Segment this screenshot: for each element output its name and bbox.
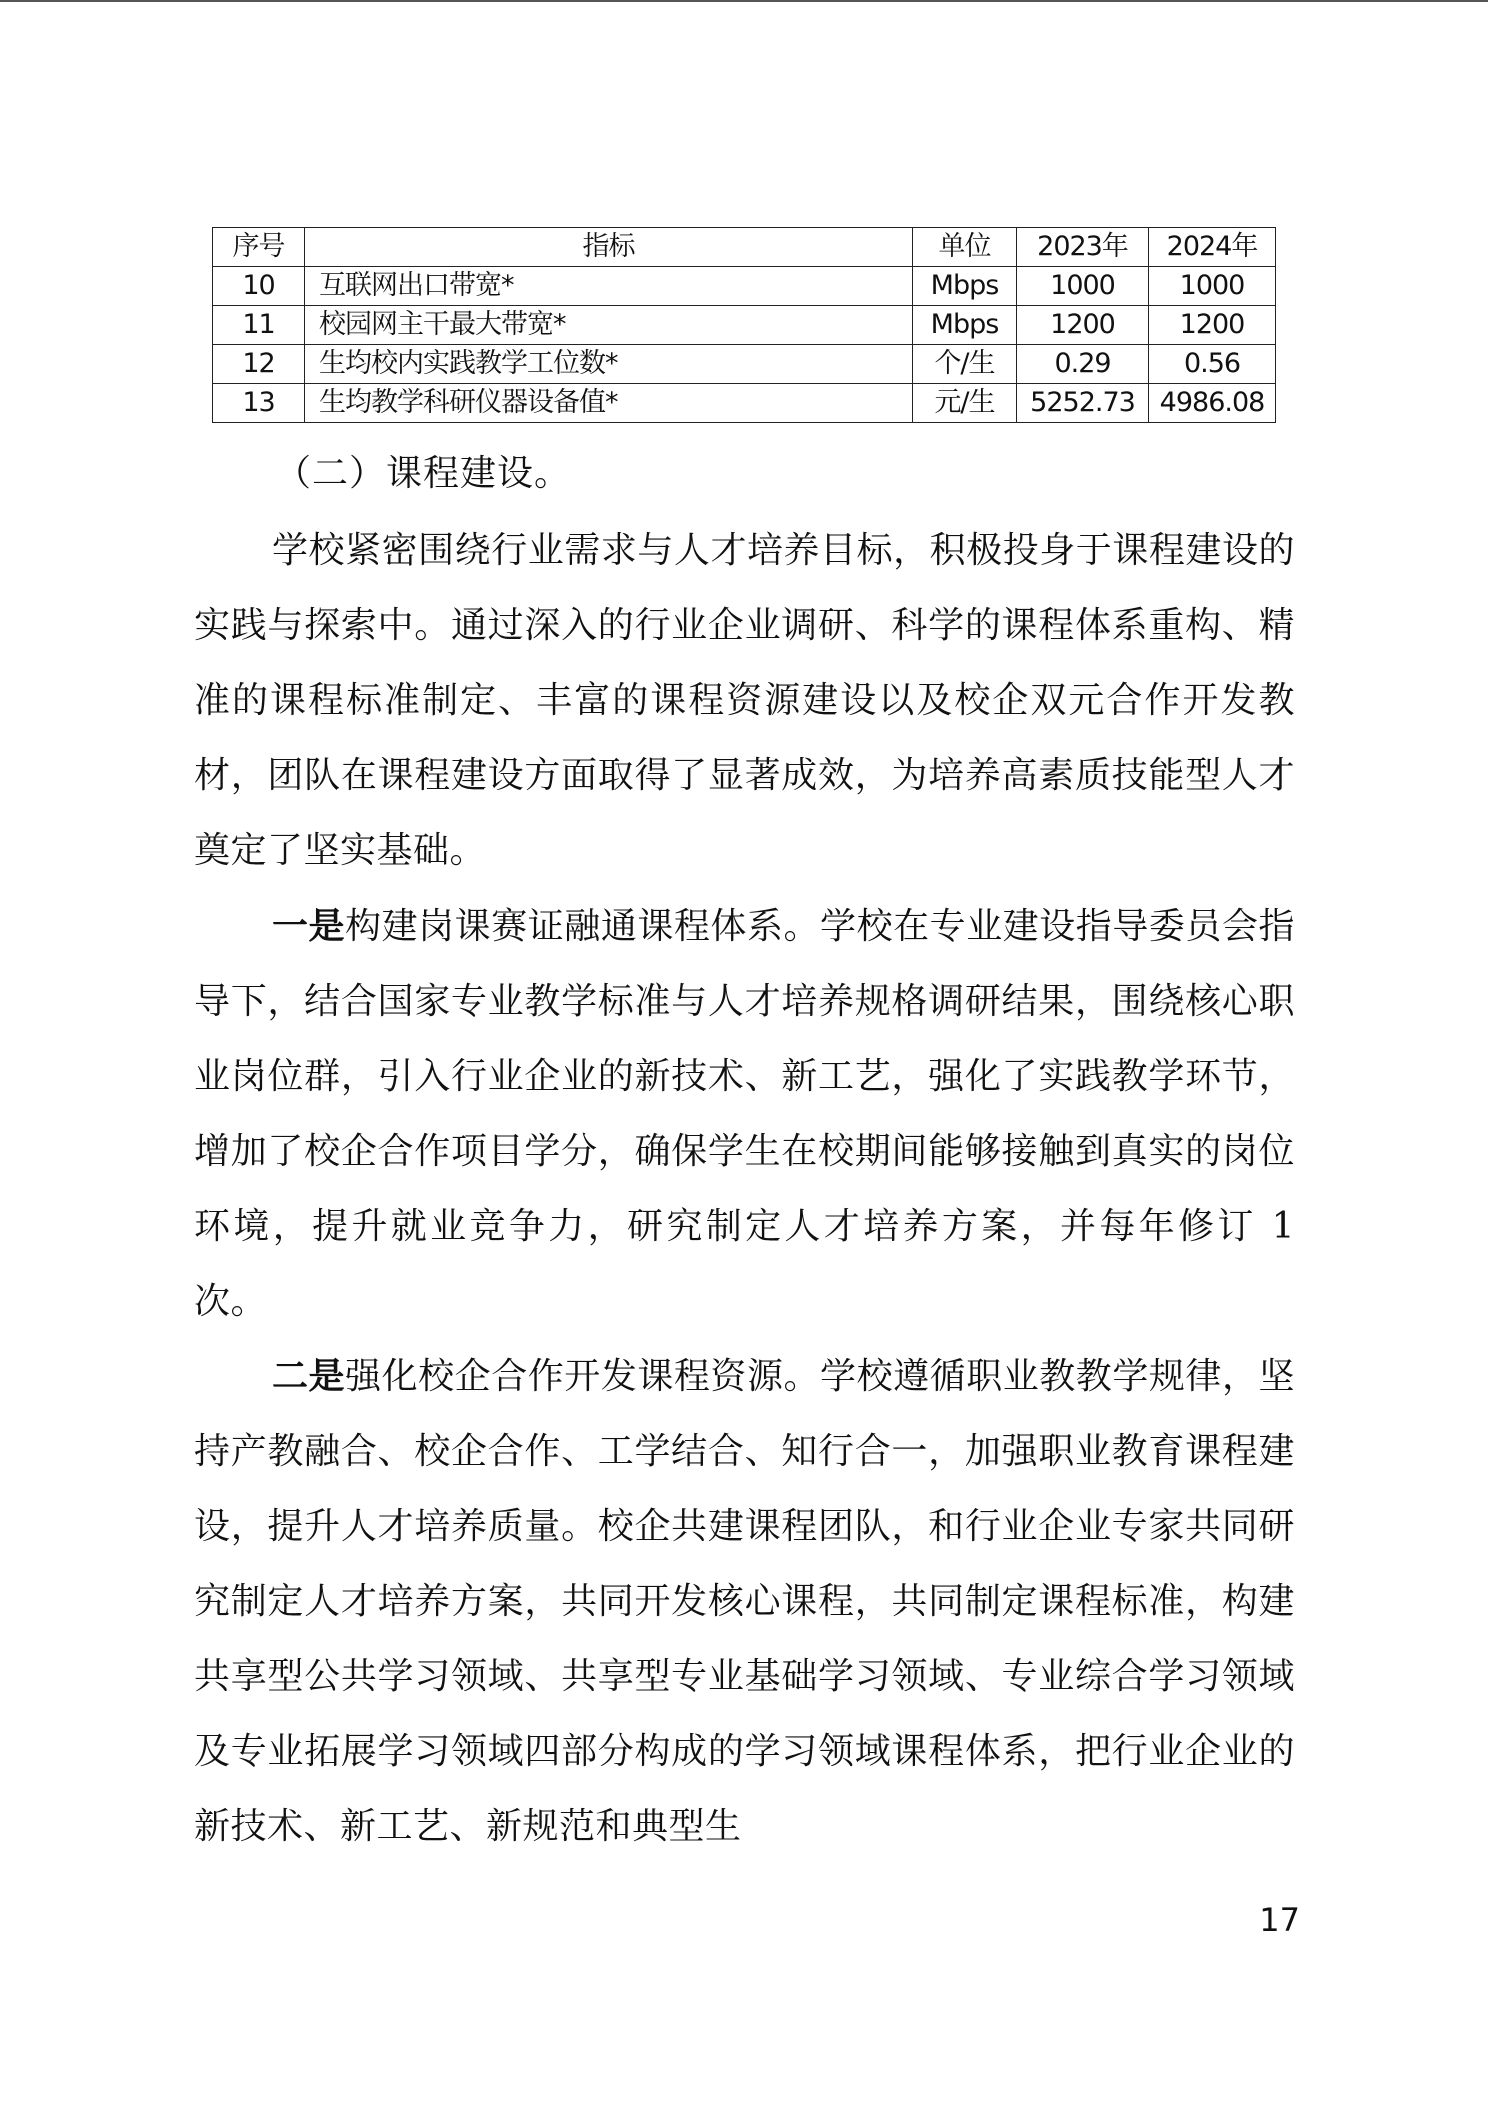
cell-value-2024: 1200 xyxy=(1149,306,1276,345)
cell-unit: 元/生 xyxy=(913,384,1017,423)
indicator-table xyxy=(212,227,1276,423)
table-row xyxy=(213,345,1276,384)
cell-indicator: 生均校内实践教学工位数* xyxy=(305,345,913,384)
cell-value-2023: 1000 xyxy=(1017,267,1149,306)
cell-value-2024: 4986.08 xyxy=(1149,384,1276,423)
cell-serial-number: 10 xyxy=(213,267,305,306)
cell-value-2023: 0.29 xyxy=(1017,345,1149,384)
paragraph-lead: 一是 xyxy=(272,906,346,947)
cell-value-2023: 1200 xyxy=(1017,306,1149,345)
header-unit: 单位 xyxy=(913,228,1017,267)
body-paragraph xyxy=(194,1339,1295,1864)
header-year-2023: 2023年 xyxy=(1017,228,1149,267)
cell-serial-number: 13 xyxy=(213,384,305,423)
table-row xyxy=(213,306,1276,345)
cell-unit: Mbps xyxy=(913,306,1017,345)
cell-serial-number: 11 xyxy=(213,306,305,345)
section-heading: （二）课程建设。 xyxy=(275,453,572,494)
header-year-2024: 2024年 xyxy=(1149,228,1276,267)
paragraph-text: 强化校企合作开发课程资源。学校遵循职业教教学规律，坚持产教融合、校企合作、工学结合、知行合一，加强职业教育课程建设，提升人才培养质量。校企共建课程团队，和行业企业专家共同研究制定人才培养方案，共同开发核心课程，共同制定课程标准，构建共享型公共学习领域、共享型专业基础学习领域、专业综合学习领域及专业拓展学习领域四部分构成的学习领域课程体系，把行业企业的新技术、新工艺、新规范和典型生 xyxy=(194,1356,1295,1847)
table-row xyxy=(213,267,1276,306)
cell-value-2024: 1000 xyxy=(1149,267,1276,306)
cell-unit: Mbps xyxy=(913,267,1017,306)
cell-indicator: 生均教学科研仪器设备值* xyxy=(305,384,913,423)
paragraph-text: 构建岗课赛证融通课程体系。学校在专业建设指导委员会指导下，结合国家专业教学标准与人才培养规格调研结果，围绕核心职业岗位群，引入行业企业的新技术、新工艺，强化了实践教学环节，增加了校企合作项目学分，确保学生在校期间能够接触到真实的岗位环境，提升就业竞争力，研究制定人才培养方案，并每年修订 1 次。 xyxy=(194,906,1295,1322)
cell-serial-number: 12 xyxy=(213,345,305,384)
body-paragraph xyxy=(194,889,1295,1339)
cell-value-2024: 0.56 xyxy=(1149,345,1276,384)
header-serial-number: 序号 xyxy=(213,228,305,267)
table-row xyxy=(213,384,1276,423)
cell-value-2023: 5252.73 xyxy=(1017,384,1149,423)
top-border-line xyxy=(0,0,1488,2)
paragraph-lead: 二是 xyxy=(272,1356,346,1397)
cell-unit: 个/生 xyxy=(913,345,1017,384)
cell-indicator: 校园网主干最大带宽* xyxy=(305,306,913,345)
body-paragraph xyxy=(194,513,1295,888)
page-number: 17 xyxy=(1259,1901,1300,1939)
cell-indicator: 互联网出口带宽* xyxy=(305,267,913,306)
header-indicator: 指标 xyxy=(305,228,913,267)
table-header-row xyxy=(213,228,1276,267)
paragraph-text: 学校紧密围绕行业需求与人才培养目标，积极投身于课程建设的实践与探索中。通过深入的行业企业调研、科学的课程体系重构、精准的课程标准制定、丰富的课程资源建设以及校企双元合作开发教材，团队在课程建设方面取得了显著成效，为培养高素质技能型人才奠定了坚实基础。 xyxy=(194,530,1295,871)
